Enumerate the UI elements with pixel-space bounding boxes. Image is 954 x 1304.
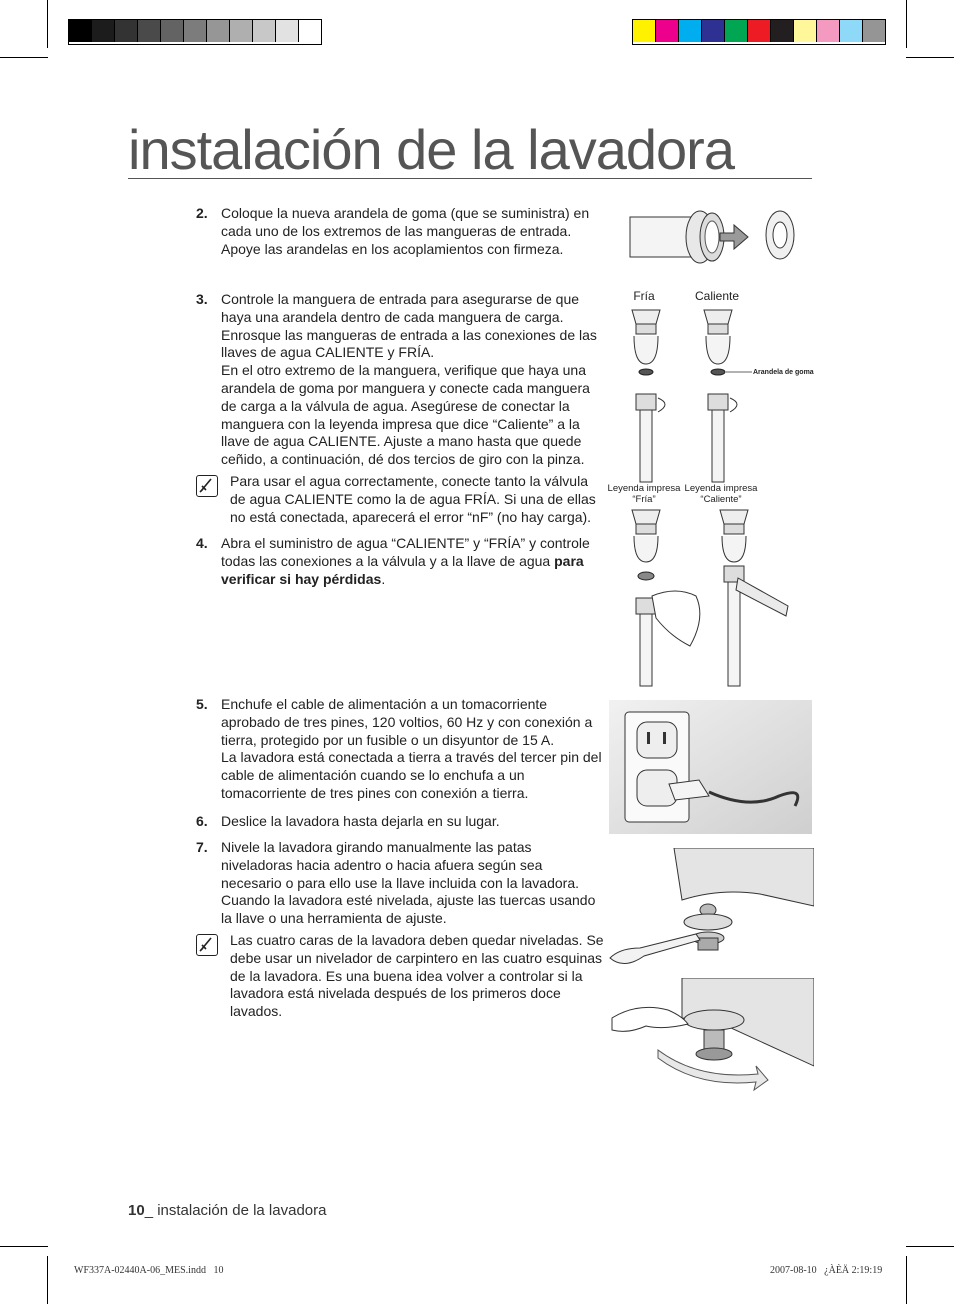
step-4: [196, 535, 606, 588]
crop-mark: [906, 0, 907, 48]
color-swatch: [207, 20, 230, 42]
step-text: Controle la manguera de entrada para asegurarse de que haya una arandela dentro de cada manguera de carga. Enrosque las mangueras de entrada a las conexiones de las llaves de agua CALIENTE y FRÍA.: [221, 291, 597, 361]
hand-tightening-illustration: [606, 506, 816, 690]
color-swatch: [863, 20, 885, 42]
footer-label: _ instalación de la lavadora: [144, 1202, 327, 1219]
legend-hot-label: Leyenda impresa “Caliente”: [684, 483, 758, 505]
crop-mark: [906, 1256, 907, 1304]
crop-mark: [906, 57, 954, 58]
slug-file: WF337A-02440A-06_MES.indd 10: [74, 1265, 224, 1276]
washer-label: Arandela de goma: [753, 369, 814, 376]
color-swatch: [230, 20, 253, 42]
step-number: 7.: [196, 839, 208, 855]
color-swatch: [253, 20, 276, 42]
step-number: 6.: [196, 813, 208, 829]
crop-mark: [47, 0, 48, 48]
faucet-connection-illustration: [606, 306, 816, 486]
color-swatch: [299, 20, 321, 42]
step-text: Deslice la lavadora hasta dejarla en su lugar.: [221, 813, 500, 829]
outlet-illustration: [609, 700, 812, 834]
note-text: Para usar el agua correctamente, conecte tanto la válvula de agua CALIENTE como la de agua FRÍA. Si una de ellas no está conectada, aparecerá el error “nF” (no hay carga).: [230, 473, 596, 525]
color-swatch: [276, 20, 299, 42]
color-swatch: [794, 20, 817, 42]
leveling-leg-hand-illustration: [608, 978, 814, 1094]
color-swatch: [184, 20, 207, 42]
color-swatch: [138, 20, 161, 42]
color-swatch: [656, 20, 679, 42]
note-text: Las cuatro caras de la lavadora deben quedar niveladas. Se debe usar un nivelador de carpintero en las cuatro esquinas de la lavadora. Es una buena idea volver a controlar si la lavadora está nivelada después de los primeros doce lavados.: [230, 932, 604, 1020]
step-6: [196, 813, 606, 831]
color-swatch: [69, 20, 92, 42]
note-2: [196, 932, 606, 1021]
step-number: 2.: [196, 205, 208, 221]
step-7: [196, 839, 606, 928]
hot-label: Caliente: [694, 289, 740, 303]
step-text: Enchufe el cable de alimentación a un tomacorriente aprobado de tres pines, 120 voltios, 60 Hz y con conexión a tierra, protegido por un fusible o un disyuntor de 15 A.: [221, 696, 593, 748]
color-swatch: [725, 20, 748, 42]
step-text: Nivele la lavadora girando manualmente las patas niveladoras hacia adentro o hacia afuera según sea necesario o para ello use la llave incluida con la lavadora. Cuando la lavadora esté nivelada, ajuste las tuercas usando la llave o una herramienta de ajuste.: [221, 839, 596, 927]
color-swatch: [92, 20, 115, 42]
cold-label: Fría: [633, 289, 655, 303]
color-swatch: [840, 20, 863, 42]
crop-mark: [906, 1246, 954, 1247]
step-text-continued: En el otro extremo de la manguera, verifique que haya una arandela de goma por manguera y conecte cada manguera de carga a la válvula de agua. Asegúrese de conectar la manguera con la leyenda impresa que dice “Caliente” a la llave de agua CALIENTE. Ajuste a mano hasta que quede ceñido, a continuación, dé dos tercios de giro con la pinza.: [221, 362, 590, 468]
hose-washer-illustration: [626, 205, 816, 285]
page-number: 10: [128, 1202, 145, 1219]
step-text: Coloque la nueva arandela de goma (que se suministra) en cada uno de los extremos de las mangueras de entrada. Apoye las arandelas en los acoplamientos con firmeza.: [221, 205, 590, 257]
color-swatch: [771, 20, 794, 42]
color-swatch: [161, 20, 184, 42]
color-swatch: [748, 20, 771, 42]
note-icon: [196, 475, 218, 497]
step-text: Abra el suministro de agua “CALIENTE” y “FRÍA” y controle todas las conexiones a la válvula y a la llave de agua para verificar si hay pérdidas.: [221, 535, 590, 587]
step-text-bold: para verificar si hay pérdidas: [221, 552, 584, 587]
step-2: [196, 205, 606, 258]
grayscale-color-bar: [68, 19, 322, 45]
step-number: 5.: [196, 696, 208, 712]
step-3: [196, 291, 606, 469]
step-text-continued: La lavadora está conectada a tierra a través del tercer pin del cable de alimentación cuando se lo enchufa a un tomacorriente de tres pines con conexión a tierra.: [221, 749, 602, 801]
page-title: instalación de la lavadora: [128, 122, 812, 179]
color-swatch: [633, 20, 656, 42]
step-number: 3.: [196, 291, 208, 307]
color-swatch: [115, 20, 138, 42]
crop-mark: [0, 1246, 48, 1247]
color-swatch: [817, 20, 840, 42]
page-footer: [128, 1202, 326, 1219]
crop-mark: [0, 57, 48, 58]
step-5: [196, 696, 606, 803]
leveling-leg-wrench-illustration: [600, 848, 814, 968]
color-swatch: [702, 20, 725, 42]
note-icon: [196, 934, 218, 956]
note-1: [196, 473, 606, 526]
color-swatch: [679, 20, 702, 42]
step-number: 4.: [196, 535, 208, 551]
crop-mark: [47, 1256, 48, 1304]
slug-date: 2007-08-10 ¿ÀÈÄ 2:19:19: [770, 1265, 883, 1276]
process-color-bar: [632, 19, 886, 45]
legend-cold-label: Leyenda impresa “Fría”: [607, 483, 681, 505]
